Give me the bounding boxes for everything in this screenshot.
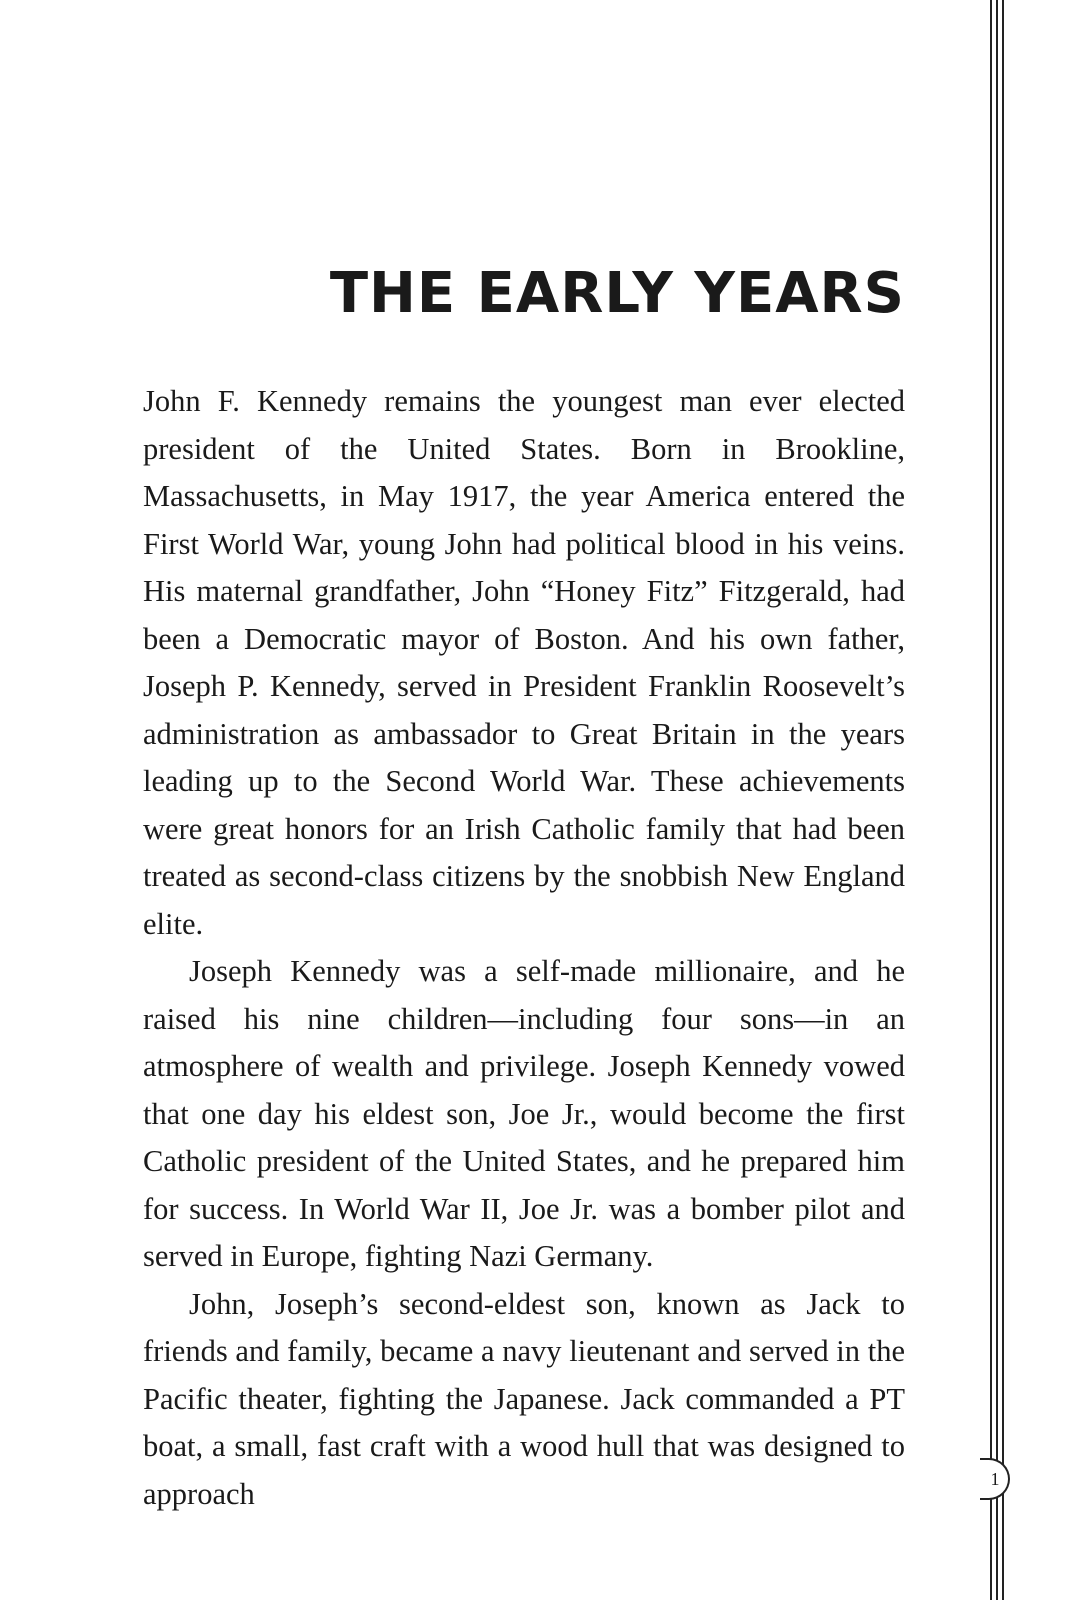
paragraph-1: John F. Kennedy remains the youngest man ever elected president of the United States. Born in Brookline, Massachusetts, in May 1917, the year America entered the First World War, young John had political blood in his veins. His maternal grandfather, John “Honey Fitz” Fitzgerald, had been a Democratic mayor of Boston. And his own father, Joseph P. Kennedy, served in President Franklin Roosevelt’s administration as ambassador to Great Britain in the years leading up to the Second World War. These achievements were great honors for an Irish Catholic family that had been treated as second-class citizens by the snobbish New England elite. xyxy=(143,384,905,941)
page-number: 1 xyxy=(990,1469,1000,1489)
page-border-rule xyxy=(1002,0,1004,1600)
chapter-title: THE EARLY YEARS xyxy=(329,261,905,326)
body-text xyxy=(143,378,905,1518)
page-border-rule xyxy=(996,0,998,1600)
page-border-rule xyxy=(990,0,992,1600)
paragraph-3: John, Joseph’s second-eldest son, known as Jack to friends and family, became a navy lieutenant and served in the Pacific theater, fighting the Japanese. Jack commanded a PT boat, a small, fast craft with a wood hull that was designed to approach xyxy=(143,1286,905,1511)
paragraph-2: Joseph Kennedy was a self-made millionaire, and he raised his nine children—including four sons—in an atmosphere of wealth and privilege. Joseph Kennedy vowed that one day his eldest son, Joe Jr., would become the first Catholic president of the United States, and he prepared him for success. In World War II, Joe Jr. was a bomber pilot and served in Europe, fighting Nazi Germany. xyxy=(143,954,905,1273)
